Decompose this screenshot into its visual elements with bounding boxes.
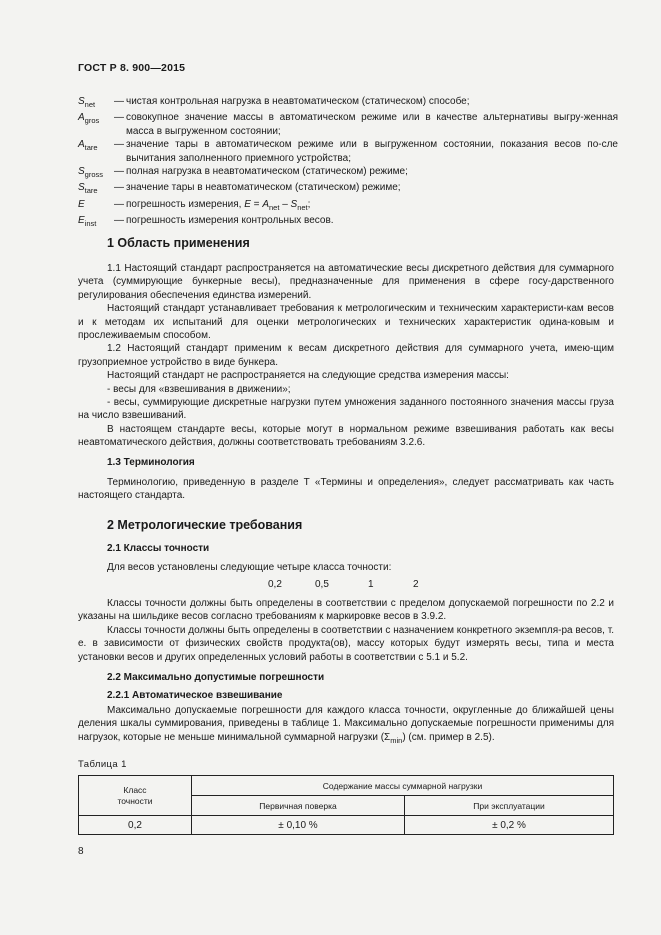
table-header-initial: Первичная поверка (192, 796, 405, 816)
accuracy-class-value: 2 (413, 579, 419, 590)
definition-text: совокупное значение массы в автоматическом режиме или в качестве альтернативы выгру-женная масса в выгруженном состоянии; (126, 112, 618, 137)
definition-dash: — (114, 139, 124, 151)
paragraph: В настоящем стандарте весы, которые могут в нормальном режиме взвешивания работать как весы неавтоматического действия, должны соответствовать требованиям 3.2.6. (78, 423, 614, 449)
paragraph: Настоящий стандарт устанавливает требования к метрологическим и техническим характеристи-кам весов и к методам их испытаний для оценки метрологических и технических характеристик одина-ковым и прослеживаемым способом. (78, 303, 614, 342)
table-cell-service: ± 0,2 % (405, 816, 614, 835)
definition-dash: — (114, 96, 124, 107)
section-2-2-heading: 2.2 Максимально допустимые погрешности (107, 672, 325, 683)
definition-text: значение тары в автоматическом режиме или в выгруженном состоянии, показания весов по-сле вычитания заполненного приемного устройства; (126, 139, 618, 164)
section-1-heading: 1 Область применения (107, 236, 250, 250)
definition-text: погрешность измерения, $E = A_{net} - S_{net}$; (126, 198, 311, 212)
section-1-3-body (78, 476, 614, 503)
section-2-heading: 2 Метрологические требования (107, 518, 303, 532)
document-header: ГОСТ Р 8. 900—2015 (78, 62, 186, 74)
definition-item (78, 214, 618, 230)
definition-dash: — (114, 166, 124, 178)
definition-symbol: $S_{tare}$ (78, 182, 98, 196)
paragraph: Классы точности должны быть определены в соответствии с назначением конкретного экземпля-ра весов, т. е. в зависимости от физических свойств продукта(ов), массу которых будут измерять весы, типа и места установки весов и других определенных условий работы в соответствии с 5.1 и 5.2. (78, 624, 614, 663)
table-caption: Таблица 1 (78, 759, 127, 770)
section-2-2-1-heading: 2.2.1 Автоматическое взвешивание (107, 690, 283, 701)
paragraph: 1.2 Настоящий стандарт применим к весам дискретного действия для суммарного учета, имею-щим грузоприемное устройство в виде бункера. (78, 343, 614, 368)
definition-symbol: $A_{gros}$ (78, 112, 100, 126)
table-cell-class: 0,2 (79, 816, 192, 835)
paragraph: Терминологию, приведенную в разделе Т «Термины и определения», следует рассматривать как часть настоящего стандарта. (78, 477, 614, 502)
definition-symbol: $E_{inst}$ (78, 215, 97, 229)
table-header-class: Класс точности (79, 776, 192, 816)
accuracy-class-value: 0,5 (315, 579, 329, 590)
definition-text: значение тары в неавтоматическом (статическом) режиме; (126, 182, 401, 194)
section-2-1-intro (78, 561, 614, 574)
accuracy-class-value: 1 (368, 579, 374, 590)
section-1-3-heading: 1.3 Терминология (107, 457, 195, 468)
accuracy-class-value: 0,2 (268, 579, 282, 590)
definition-item (78, 95, 618, 111)
table-row (79, 816, 614, 835)
definition-item (78, 181, 618, 197)
section-2-1-heading: 2.1 Классы точности (107, 543, 210, 554)
definition-dash: — (114, 198, 124, 210)
definition-symbol: E (78, 198, 85, 210)
section-2-1-body (78, 597, 614, 664)
table-header-service: При эксплуатации (405, 796, 614, 816)
definition-symbol: $S_{gross}$ (78, 166, 104, 180)
table-header-group: Содержание массы суммарной нагрузки (192, 776, 614, 796)
paragraph: Настоящий стандарт не распространяется на следующие средства измерения массы: (107, 370, 509, 382)
paragraph: Максимально допускаемые погрешности для каждого класса точности, округленные до ближайшей цены деления шкалы суммирования, приведены в таблице 1. Максимально допускаемые погрешности применимы для нагрузок, которые не меньше минимальной суммарной нагрузки $(\Sigma_{min})$ (см. пример в 2.5). (78, 705, 614, 745)
paragraph: 1.1 Настоящий стандарт распространяется на автоматические весы дискретного действия для суммарного учета (суммирующие бункерные весы), предназначенные для применения в сфере госу-дарственного регулирования обеспечения единства измерений. (78, 263, 614, 301)
definition-item (78, 165, 618, 181)
paragraph: Для весов установлены следующие четыре класса точности: (107, 562, 392, 573)
table-1 (78, 775, 614, 835)
definition-item (78, 138, 618, 165)
table-cell-initial: ± 0,10 % (192, 816, 405, 835)
page-number: 8 (78, 846, 84, 857)
definition-dash: — (114, 215, 124, 227)
definition-text: погрешность измерения контрольных весов. (126, 215, 334, 227)
definition-dash: — (114, 112, 124, 124)
definition-item (78, 111, 618, 138)
definition-item (78, 198, 618, 214)
paragraph: Классы точности должны быть определены в соответствии с пределом допускаемой погрешности по 2.2 и указаны на шильдике весов согласно требованиям к маркировке весов в 3.9.2. (78, 598, 614, 623)
definition-symbol: $S_{net}$ (78, 96, 96, 109)
definition-dash: — (114, 182, 124, 194)
definitions-list (78, 95, 618, 231)
section-2-2-1-body (78, 704, 614, 747)
section-1-body (78, 262, 614, 450)
definition-text: полная нагрузка в неавтоматическом (статическом) режиме; (126, 166, 408, 178)
definition-text: чистая контрольная нагрузка в неавтоматическом (статическом) способе; (126, 96, 470, 107)
definition-symbol: $A_{tare}$ (78, 139, 98, 153)
list-item: - весы для «взвешивания в движении»; (107, 383, 291, 395)
list-item: - весы, суммирующие дискретные нагрузки путем умножения заданного постоянного значения массы груза на число взвешиваний. (78, 397, 614, 422)
